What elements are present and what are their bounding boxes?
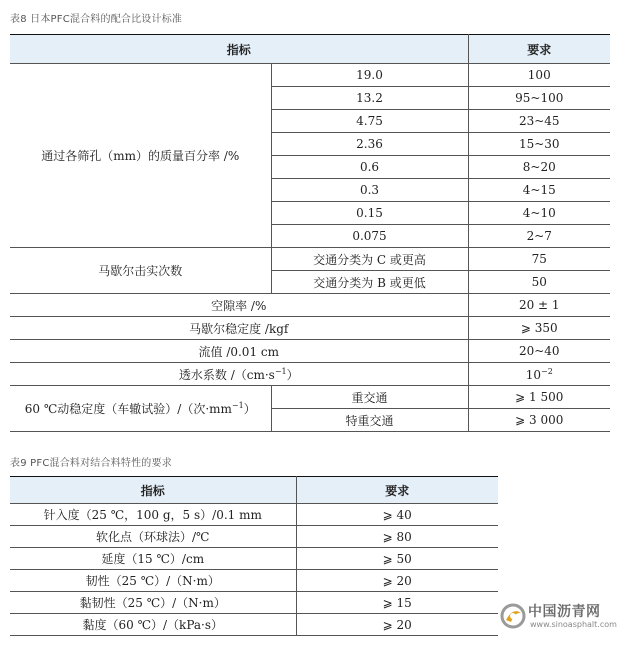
table9-header-requirement: 要求 (296, 477, 498, 504)
table-row (10, 248, 610, 271)
marshall-stability-label: 马歇尔稳定度 /kgf (10, 317, 468, 340)
requirement-value: 20~40 (468, 340, 610, 363)
table-row (10, 592, 498, 614)
table9-caption: 表9 PFC混合料对结合料特性的要求 (10, 458, 172, 469)
flow-value-label: 流值 /0.01 cm (10, 340, 468, 363)
requirement-value: 8~20 (468, 156, 610, 179)
requirement-value: 15~30 (468, 133, 610, 156)
requirement-value: 50 (468, 271, 610, 294)
air-voids-label: 空隙率 /% (10, 294, 468, 317)
requirement-value: ⩾ 20 (296, 570, 498, 592)
sinoasphalt-logo-icon (500, 603, 526, 629)
table-row (10, 548, 498, 570)
table8-caption: 表8 日本PFC混合料的配合比设计标准 (10, 14, 183, 25)
watermark-title: 中国沥青网 (528, 604, 601, 620)
requirement-value: ⩾ 350 (468, 317, 610, 340)
binder-property: 黏韧性（25 ℃）/（N·m） (10, 592, 296, 614)
table9-header-row (10, 477, 498, 504)
dynamic-stability-label-exponent: −1 (231, 401, 244, 410)
requirement-value: 100 (468, 64, 610, 87)
table-row (10, 363, 610, 386)
table9-binder-requirements (10, 476, 498, 636)
sieve-size: 0.3 (271, 179, 468, 202)
table-row (10, 294, 610, 317)
passing-percentage-label: 通过各筛孔（mm）的质量百分率 /% (10, 64, 271, 248)
requirement-value: 4~15 (468, 179, 610, 202)
sieve-size: 4.75 (271, 110, 468, 133)
requirement-value: 4~10 (468, 202, 610, 225)
table8-header-requirement: 要求 (468, 35, 610, 64)
table9-header-indicator: 指标 (10, 477, 296, 504)
binder-property: 黏度（60 ℃）/（kPa·s） (10, 614, 296, 636)
table-row (10, 64, 610, 87)
requirement-value: ⩾ 20 (296, 614, 498, 636)
permeability-base: 10 (525, 367, 541, 382)
requirement-value: 20 ± 1 (468, 294, 610, 317)
binder-property: 针入度（25 ℃，100 g，5 s）/0.1 mm (10, 504, 296, 526)
traffic-level: 特重交通 (271, 409, 468, 432)
requirement-value: ⩾ 40 (296, 504, 498, 526)
permeability-label (10, 363, 468, 386)
requirement-value: 2~7 (468, 225, 610, 248)
table-row (10, 340, 610, 363)
table-row (10, 570, 498, 592)
table-row (10, 526, 498, 548)
permeability-requirement (468, 363, 610, 386)
table-row (10, 317, 610, 340)
traffic-class: 交通分类为 B 或更低 (271, 271, 468, 294)
table8-header-indicator: 指标 (10, 35, 468, 64)
dynamic-stability-label-text: 60 ℃动稳定度（车辙试验）/（次·mm (24, 402, 232, 416)
binder-property: 韧性（25 ℃）/（N·m） (10, 570, 296, 592)
dynamic-stability-label (10, 386, 271, 432)
permeability-label-close: ） (286, 367, 299, 382)
traffic-level: 重交通 (271, 386, 468, 409)
watermark-url: www.sinoasphalt.com (530, 620, 617, 629)
dynamic-stability-label-close: ） (243, 402, 256, 416)
table-row (10, 614, 498, 636)
requirement-value: 95~100 (468, 87, 610, 110)
sieve-size: 0.6 (271, 156, 468, 179)
requirement-value: ⩾ 15 (296, 592, 498, 614)
requirement-value: 75 (468, 248, 610, 271)
requirement-value: ⩾ 50 (296, 548, 498, 570)
traffic-class: 交通分类为 C 或更高 (271, 248, 468, 271)
permeability-exponent: −2 (540, 366, 553, 376)
requirement-value: ⩾ 3 000 (468, 409, 610, 432)
requirement-value: 23~45 (468, 110, 610, 133)
requirement-value: ⩾ 80 (296, 526, 498, 548)
sieve-size: 19.0 (271, 64, 468, 87)
sieve-size: 2.36 (271, 133, 468, 156)
table-row (10, 386, 610, 409)
permeability-label-text: 透水系数 /（cm·s (178, 367, 275, 382)
requirement-value: ⩾ 1 500 (468, 386, 610, 409)
table-row (10, 504, 498, 526)
watermark (500, 597, 617, 637)
binder-property: 延度（15 ℃）/cm (10, 548, 296, 570)
table8-header-row (10, 35, 610, 64)
sieve-size: 0.15 (271, 202, 468, 225)
sieve-size: 13.2 (271, 87, 468, 110)
permeability-label-exponent: −1 (274, 366, 287, 376)
marshall-blows-label: 马歇尔击实次数 (10, 248, 271, 294)
binder-property: 软化点（环球法）/℃ (10, 526, 296, 548)
table8-mix-design-criteria (10, 34, 610, 432)
sieve-size: 0.075 (271, 225, 468, 248)
